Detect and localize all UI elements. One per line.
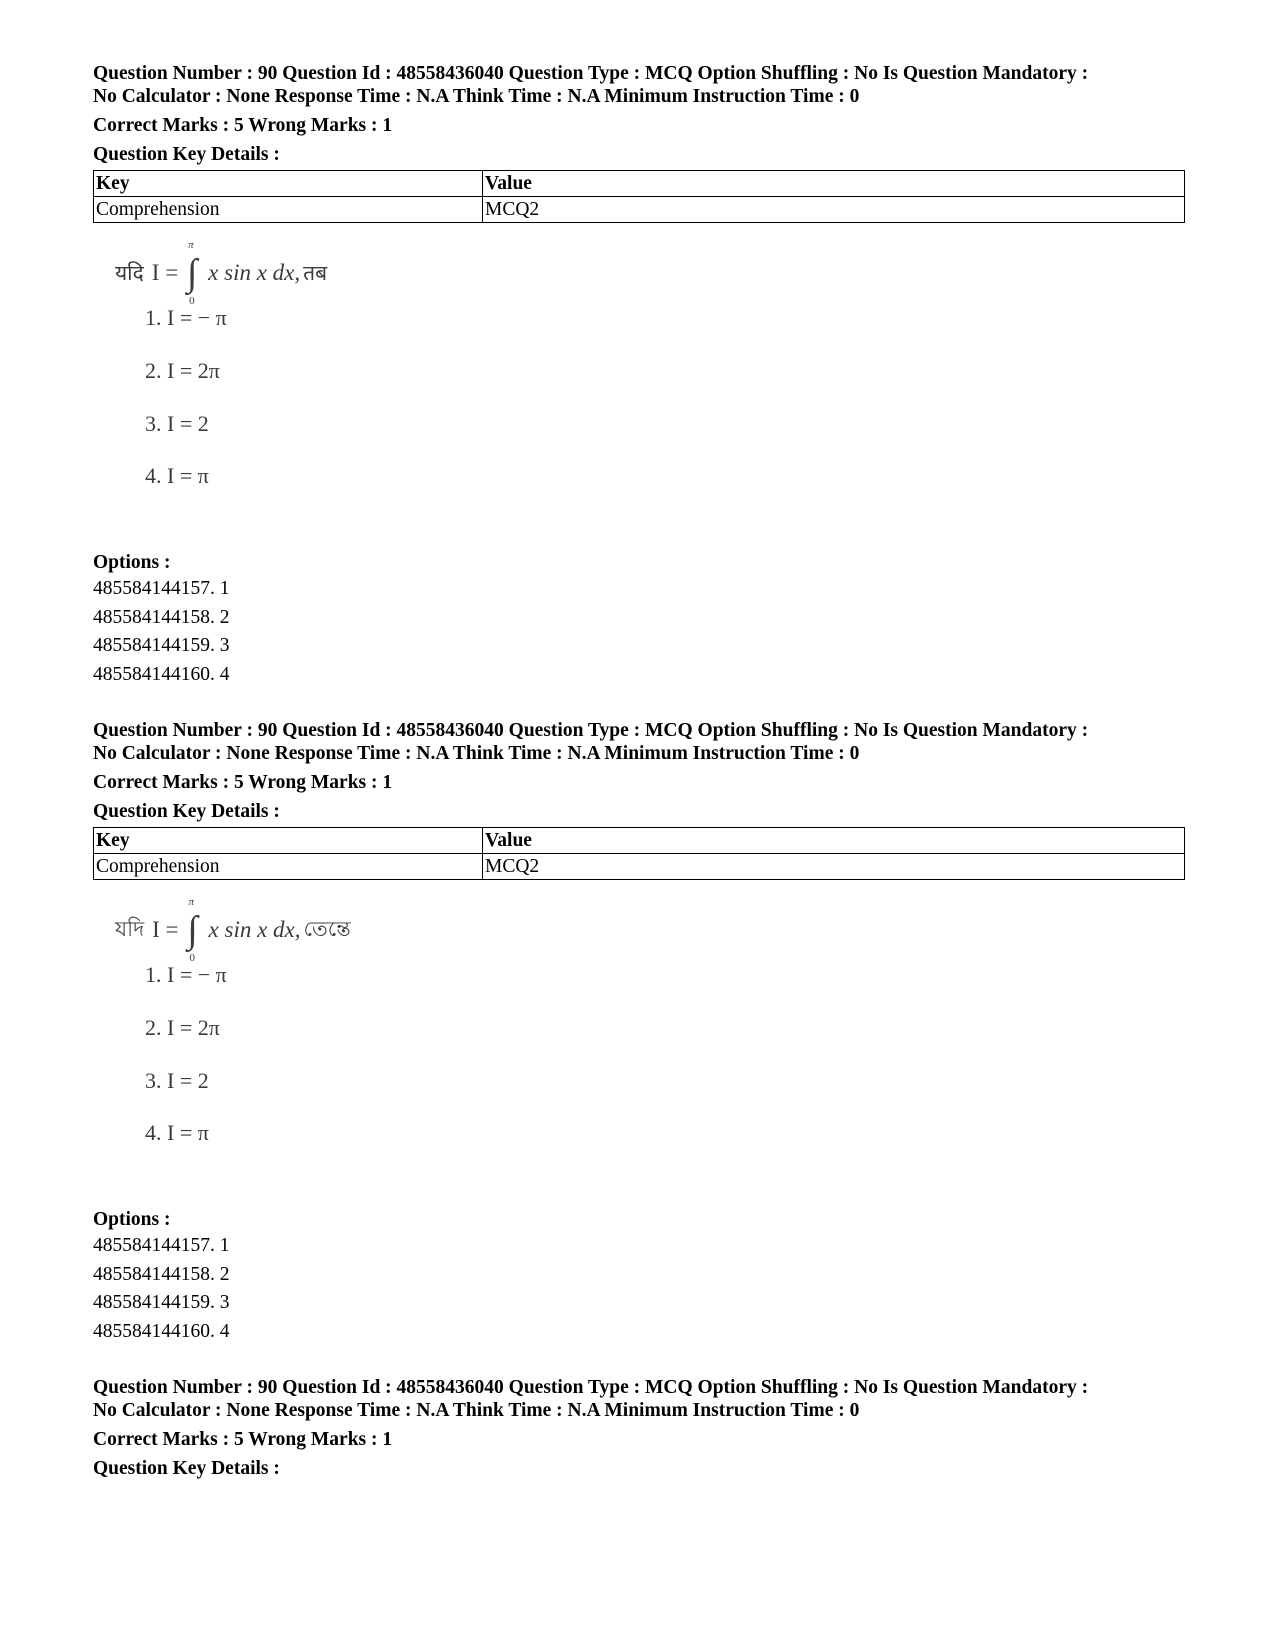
- table-header-row: [94, 828, 1185, 854]
- options-list: [93, 1232, 1185, 1346]
- option-item: 485584144158. 2: [93, 606, 230, 628]
- cell-value: MCQ2: [483, 854, 1185, 880]
- option-item: 485584144157. 1: [93, 578, 230, 599]
- key-details-label: Question Key Details :: [93, 1458, 280, 1479]
- meta-line-2: No Calculator : None Response Time : N.A Think Time : N.A Minimum Instruction Time : 0: [93, 1400, 860, 1421]
- integral-sign: ∫ π 0: [187, 896, 198, 964]
- choice-4: 4. I = π: [145, 1120, 209, 1145]
- lower-limit: 0: [189, 295, 195, 307]
- choice-3: 3. I = 2: [145, 411, 209, 436]
- table-header-row: [94, 171, 1185, 197]
- question-meta: [93, 719, 1185, 765]
- marks-line: Correct Marks : 5 Wrong Marks : 1: [93, 115, 393, 136]
- header-key: Key: [94, 171, 483, 197]
- option-item: 485584144160. 4: [93, 663, 230, 685]
- meta-line-2: No Calculator : None Response Time : N.A Think Time : N.A Minimum Instruction Time : 0: [93, 86, 860, 107]
- key-details-label: Question Key Details :: [93, 801, 280, 822]
- question-stem: [115, 239, 328, 307]
- question-block-2: [93, 719, 1185, 1346]
- choice-1: 1. I = − π: [145, 305, 227, 330]
- upper-limit: π: [188, 896, 195, 908]
- cell-value: MCQ2: [483, 197, 1185, 223]
- choice-2: 2. I = 2π: [145, 1015, 220, 1040]
- marks-line: Correct Marks : 5 Wrong Marks : 1: [93, 1429, 393, 1450]
- question-block-1: [93, 62, 1185, 689]
- cell-key: Comprehension: [94, 854, 483, 880]
- meta-line-1: Question Number : 90 Question Id : 48558436040 Question Type : MCQ Option Shuffling : No Is Question Mandatory :: [93, 1377, 1089, 1398]
- option-item: 485584144159. 3: [93, 635, 230, 656]
- integrand-text: x sin x dx,: [208, 917, 301, 942]
- lower-limit: 0: [189, 952, 196, 964]
- header-value: Value: [483, 828, 1185, 854]
- question-block-3: [93, 1376, 1185, 1480]
- meta-line-2: No Calculator : None Response Time : N.A Think Time : N.A Minimum Instruction Time : 0: [93, 743, 860, 764]
- document-page: [93, 62, 1185, 1480]
- meta-line-1: Question Number : 90 Question Id : 48558436040 Question Type : MCQ Option Shuffling : No Is Question Mandatory :: [93, 63, 1089, 84]
- stem-lhs: I =: [152, 917, 179, 942]
- choice-3: 3. I = 2: [145, 1068, 209, 1093]
- question-image: [93, 880, 1185, 1206]
- upper-limit: π: [188, 239, 194, 251]
- option-item: 485584144158. 2: [93, 1263, 230, 1285]
- option-item: 485584144157. 1: [93, 1235, 230, 1256]
- header-value: Value: [483, 171, 1185, 197]
- table-row: [94, 197, 1185, 223]
- cell-key: Comprehension: [94, 197, 483, 223]
- options-label: Options :: [93, 1209, 171, 1230]
- choice-2: 2. I = 2π: [145, 358, 220, 383]
- integral-sign: ∫ π 0: [186, 239, 198, 307]
- stem-word: यदि: [115, 261, 144, 285]
- integrand: [209, 917, 301, 943]
- block-spacer: [93, 689, 1185, 719]
- option-item: 485584144159. 3: [93, 1292, 230, 1313]
- question-stem: [115, 896, 351, 964]
- choice-4: 4. I = π: [145, 463, 209, 488]
- question-meta: [93, 1376, 1185, 1422]
- meta-line-1: Question Number : 90 Question Id : 48558436040 Question Type : MCQ Option Shuffling : No Is Question Mandatory :: [93, 720, 1089, 741]
- stem-tail: তেন্তে: [303, 916, 351, 941]
- marks-line: Correct Marks : 5 Wrong Marks : 1: [93, 772, 393, 793]
- header-key: Key: [94, 828, 483, 854]
- options-label: Options :: [93, 552, 171, 573]
- stem-word: যদি: [115, 916, 145, 941]
- key-details-table: [93, 827, 1185, 880]
- integrand: [208, 260, 300, 286]
- choice-1: 1. I = − π: [145, 962, 227, 987]
- question-image: [93, 223, 1185, 549]
- question-meta: [93, 62, 1185, 108]
- block-spacer: [93, 1346, 1185, 1376]
- stem-tail: तब: [303, 261, 328, 285]
- key-details-label: Question Key Details :: [93, 144, 280, 165]
- key-details-table: [93, 170, 1185, 223]
- integrand-text: x sin x dx,: [208, 260, 301, 285]
- option-item: 485584144160. 4: [93, 1320, 230, 1342]
- table-row: [94, 854, 1185, 880]
- stem-lhs: I =: [151, 260, 179, 285]
- options-list: [93, 575, 1185, 689]
